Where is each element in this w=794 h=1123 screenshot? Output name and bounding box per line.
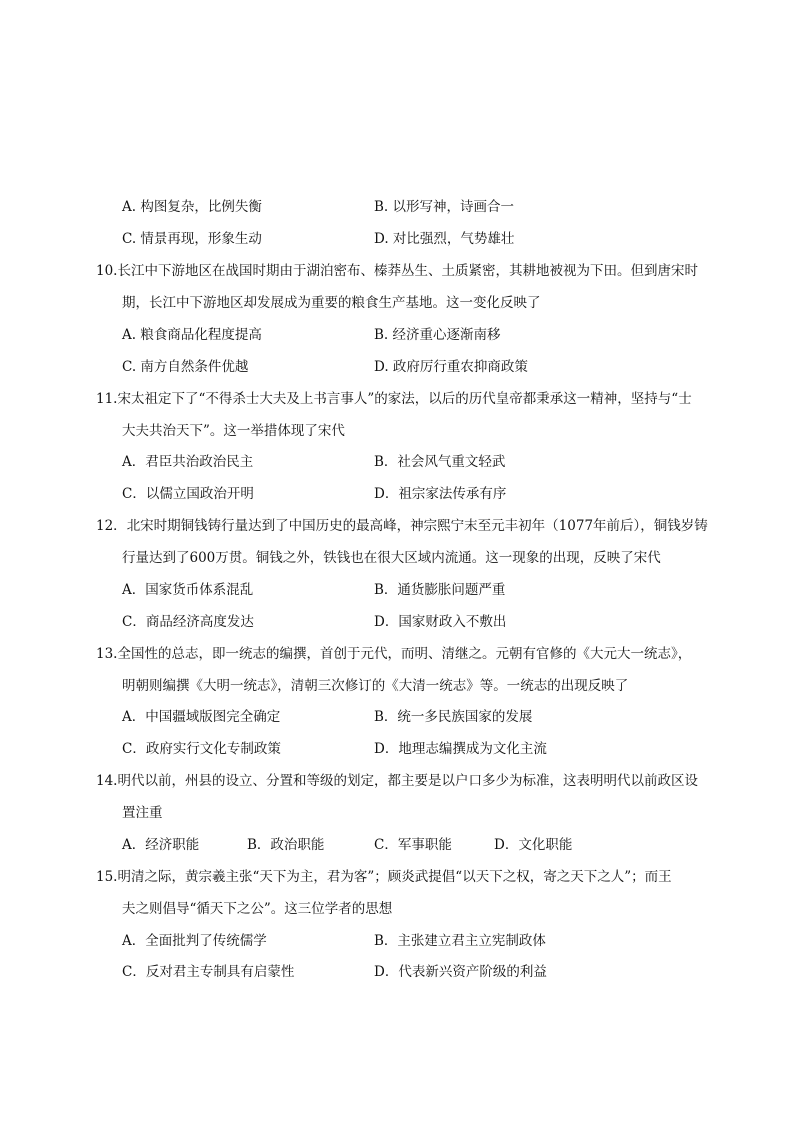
- q15-text-1: 明清之际，黄宗羲主张“天下为主，君为客”；顾炎武提倡“以天下之权，寄之天下之人”；而王: [117, 869, 672, 885]
- q12-number: 12．: [96, 518, 127, 534]
- q10-text-1: 长江中下游地区在战国时期由于湖泊密布、榛莽丛生、土质紧密，其耕地被视为下田。但到唐宋时: [117, 263, 698, 279]
- q15-option-c: C．反对君主专制具有启蒙性: [122, 964, 295, 980]
- q9-option-a: A. 构图复杂，比例失衡: [122, 199, 262, 215]
- q13-option-d: D．地理志编撰成为文化主流: [374, 741, 547, 757]
- q10-option-a: A. 粮食商品化程度提高: [122, 327, 262, 343]
- q11-option-a: A．君臣共治政治民主: [122, 454, 254, 470]
- q13-option-c: C．政府实行文化专制政策: [122, 741, 281, 757]
- q9-option-d: D. 对比强烈，气势雄壮: [374, 231, 515, 247]
- q10-stem-line2: 期，长江中下游地区却发展成为重要的粮食生产基地。这一变化反映了: [122, 295, 541, 311]
- q11-option-d: D．祖宗家法传承有序: [374, 486, 507, 502]
- q11-stem-line2: 大夫共治天下”。这一举措体现了宋代: [122, 423, 345, 439]
- q14-option-b: B．政治职能: [247, 837, 325, 853]
- q13-stem-line1: [96, 644, 691, 664]
- q15-number: 15.: [96, 869, 118, 885]
- q15-option-d: D．代表新兴资产阶级的利益: [374, 964, 547, 980]
- q13-number: 13.: [96, 646, 118, 662]
- q11-option-c: C．以儒立国政治开明: [122, 486, 254, 502]
- q15-option-b: B．主张建立君主立宪制政体: [374, 933, 546, 949]
- q13-stem-line2: 明朝则编撰《大明一统志》，清朝三次修订的《大清一统志》等。一统志的出现反映了: [122, 678, 629, 694]
- q13-text-1: 全国性的总志，即一统志的编撰，首创于元代，而明、清继之。元朝有官修的《大元大一统志》，: [117, 646, 692, 662]
- q10-stem-line1: [96, 261, 698, 281]
- q12-option-a: A．国家货币体系混乱: [122, 582, 254, 598]
- q14-option-c: C．军事职能: [374, 837, 452, 853]
- q11-option-b: B．社会风气重文轻武: [374, 454, 506, 470]
- q10-number: 10.: [96, 263, 118, 279]
- q12-option-d: D．国家财政入不敷出: [374, 614, 507, 630]
- q10-option-d: D. 政府厉行重农抑商政策: [374, 359, 528, 375]
- q13-option-a: A．中国疆域版图完全确定: [122, 709, 281, 725]
- q14-stem-line1: [96, 771, 698, 791]
- q14-number: 14.: [96, 773, 118, 789]
- q15-stem-line2: 夫之则倡导“循天下之公”。这三位学者的思想: [122, 901, 393, 917]
- q9-option-b: B. 以形写神，诗画合一: [374, 199, 515, 215]
- q9-option-c: C. 情景再现，形象生动: [122, 231, 262, 247]
- q13-option-b: B．统一多民族国家的发展: [374, 709, 533, 725]
- q12-stem-line2: 行量达到了600万贯。铜钱之外，铁钱也在很大区域内流通。这一现象的出现，反映了宋代: [122, 550, 661, 566]
- q12-option-c: C．商品经济高度发达: [122, 614, 254, 630]
- q11-text-1: 宋太祖定下了“不得杀士大夫及上书言事人”的家法，以后的历代皇帝都秉承这一精神，坚持与“士: [117, 391, 692, 407]
- q11-number: 11.: [96, 391, 118, 407]
- q14-stem-line2: 置注重: [122, 805, 163, 821]
- q10-option-c: C. 南方自然条件优越: [122, 359, 249, 375]
- q14-option-d: D．文化职能: [494, 837, 573, 853]
- q11-stem-line1: [96, 389, 692, 409]
- q10-option-b: B. 经济重心逐渐南移: [374, 327, 501, 343]
- q12-text-1: 北宋时期铜钱铸行量达到了中国历史的最高峰，神宗熙宁末至元丰初年（1077年前后），铜钱岁铸: [126, 518, 708, 534]
- q15-stem-line1: [96, 867, 672, 887]
- q12-stem-line1: [96, 516, 708, 536]
- q15-option-a: A．全面批判了传统儒学: [122, 933, 267, 949]
- q12-option-b: B．通货膨胀问题严重: [374, 582, 506, 598]
- q14-option-a: A．经济职能: [122, 837, 200, 853]
- q14-text-1: 明代以前，州县的设立、分置和等级的划定，都主要是以户口多少为标准，这表明明代以前政区设: [117, 773, 698, 789]
